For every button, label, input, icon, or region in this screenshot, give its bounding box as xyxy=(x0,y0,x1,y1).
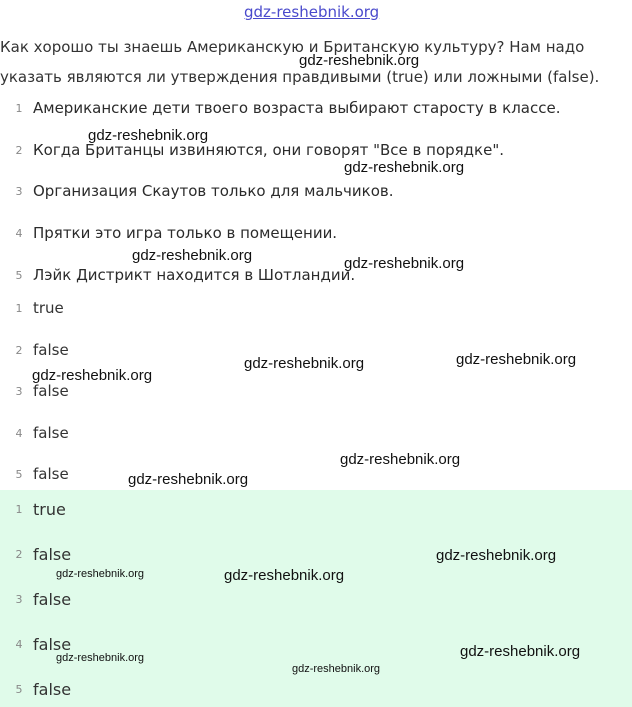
answer-number: 3 xyxy=(15,384,23,398)
watermark: gdz-reshebnik.org xyxy=(132,247,253,264)
statement-number: 1 xyxy=(15,101,23,115)
statement-number: 4 xyxy=(15,226,23,240)
answer-box-row xyxy=(0,541,71,567)
watermark: gdz-reshebnik.org xyxy=(456,351,577,368)
answer-box-number: 1 xyxy=(15,502,23,516)
watermark: gdz-reshebnik.org xyxy=(128,471,249,488)
answer-box-value: false xyxy=(33,544,72,564)
answer-box-number: 5 xyxy=(15,682,23,696)
watermark: gdz-reshebnik.org xyxy=(292,663,381,675)
watermark: gdz-reshebnik.org xyxy=(436,547,557,564)
statement-row xyxy=(0,221,337,245)
answer-box-row xyxy=(0,586,71,612)
statement-text: Организация Скаутов только для мальчиков. xyxy=(33,182,394,200)
statement-row xyxy=(0,96,560,120)
answer-row xyxy=(0,462,69,486)
answer-value: false xyxy=(33,341,69,359)
watermark: gdz-reshebnik.org xyxy=(56,652,145,664)
answer-value: false xyxy=(33,465,69,483)
answer-box-row xyxy=(0,676,71,702)
task-intro: Как хорошо ты знаешь Американскую и Британскую культуру? Нам надо указать являются ли утверждения правдивыми (true) или ложными (false). xyxy=(0,38,600,86)
answer-box-number: 4 xyxy=(15,637,23,651)
watermark: gdz-reshebnik.org xyxy=(340,451,461,468)
answer-row xyxy=(0,296,64,320)
watermark: gdz-reshebnik.org xyxy=(32,367,153,384)
answer-box-number: 3 xyxy=(15,592,23,606)
statement-number: 5 xyxy=(15,268,23,282)
answer-number: 2 xyxy=(15,343,23,357)
watermark: gdz-reshebnik.org xyxy=(299,52,420,69)
watermark: gdz-reshebnik.org xyxy=(344,255,465,272)
answer-box-number: 2 xyxy=(15,547,23,561)
answer-value: true xyxy=(33,299,64,317)
answer-number: 5 xyxy=(15,467,23,481)
statement-row xyxy=(0,263,355,287)
statement-text: Лэйк Дистрикт находится в Шотландии. xyxy=(33,266,356,284)
answer-box-value: false xyxy=(33,634,72,654)
answer-box-value: false xyxy=(33,679,72,699)
answer-box-value: true xyxy=(33,499,66,519)
answer-box-value: false xyxy=(33,589,72,609)
statement-number: 3 xyxy=(15,184,23,198)
statement-row xyxy=(0,179,394,203)
answer-number: 4 xyxy=(15,426,23,440)
answer-value: false xyxy=(33,382,69,400)
answer-number: 1 xyxy=(15,301,23,315)
statement-text: Прятки это игра только в помещении. xyxy=(33,224,338,242)
answer-row xyxy=(0,338,69,362)
answer-value: false xyxy=(33,424,69,442)
statement-text: Американские дети твоего возраста выбирают старосту в классе. xyxy=(33,99,561,117)
answer-row xyxy=(0,421,69,445)
watermark: gdz-reshebnik.org xyxy=(344,159,465,176)
watermark: gdz-reshebnik.org xyxy=(460,643,581,660)
watermark: gdz-reshebnik.org xyxy=(244,355,365,372)
watermark: gdz-reshebnik.org xyxy=(224,567,345,584)
watermark: gdz-reshebnik.org xyxy=(88,127,209,144)
answer-box-row xyxy=(0,496,66,522)
statement-text: Когда Британцы извиняются, они говорят "Все в порядке". xyxy=(33,141,504,159)
statement-number: 2 xyxy=(15,143,23,157)
watermark: gdz-reshebnik.org xyxy=(56,568,145,580)
site-header-link[interactable]: gdz-reshebnik.org xyxy=(244,3,380,21)
